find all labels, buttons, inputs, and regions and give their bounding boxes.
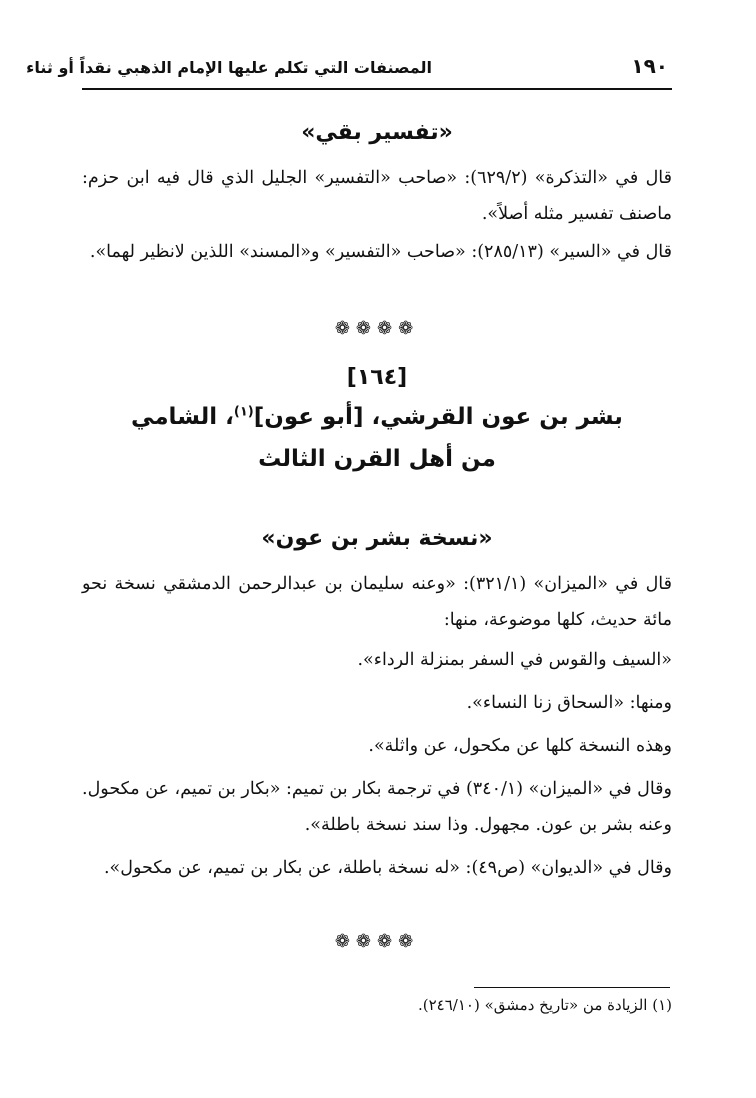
section-heading: «تفسير بقي» xyxy=(301,120,453,145)
paragraph: «السيف والقوس في السفر بمنزلة الرداء». xyxy=(357,650,672,670)
section-separator: ❁❁❁❁ xyxy=(334,931,420,952)
paragraph: وقال في «الميزان» (٣٤٠/١) في ترجمة بكار بن تميم: «بكار بن تميم، عن مكحول. وعنه بشر بن عون. مجهول. وذا سند نسخة باطلة». xyxy=(82,779,672,835)
entry-number: [١٦٤] xyxy=(346,365,408,390)
paragraph: ومنها: «السحاق زنا النساء». xyxy=(466,693,672,713)
entry-title-rest: ، الشامي xyxy=(131,404,234,430)
page-header xyxy=(26,52,672,90)
paragraph: قال في «التذكرة» (٦٢٩/٢): «صاحب «التفسير» الجليل الذي قال فيه ابن حزم: ماصنف تفسير مثله أصلاً». xyxy=(82,168,672,224)
footnote-reference: (١) xyxy=(233,404,254,420)
paragraph: قال في «السير» (٢٨٥/١٣): «صاحب «التفسير» و«المسند» اللذين لانظير لهما». xyxy=(89,242,672,262)
footnote-divider xyxy=(474,987,670,988)
paragraph: وقال في «الديوان» (ص٤٩): «له نسخة باطلة، عن بكار بن تميم، عن مكحول». xyxy=(103,858,672,878)
entry-title xyxy=(82,404,672,430)
entry-title-name: بشر بن عون القرشي، [أبو عون] xyxy=(253,404,623,430)
paragraph: وهذه النسخة كلها عن مكحول، عن واثلة». xyxy=(368,736,672,756)
entry-era: من أهل القرن الثالث xyxy=(258,446,496,472)
page-number: ١٩٠ xyxy=(631,54,668,78)
running-title: المصنفات التي تكلم عليها الإمام الذهبي نقداً أو ثناء xyxy=(26,58,432,77)
section-heading: «نسخة بشر بن عون» xyxy=(261,526,493,551)
section-separator: ❁❁❁❁ xyxy=(334,318,420,339)
paragraph: قال في «الميزان» (٣٢١/١): «وعنه سليمان بن عبدالرحمن الدمشقي نسخة نحو مائة حديث، كلها موضوعة، منها: xyxy=(82,574,672,630)
footnote: (١) الزيادة من «تاريخ دمشق» (٢٤٦/١٠). xyxy=(418,996,672,1014)
